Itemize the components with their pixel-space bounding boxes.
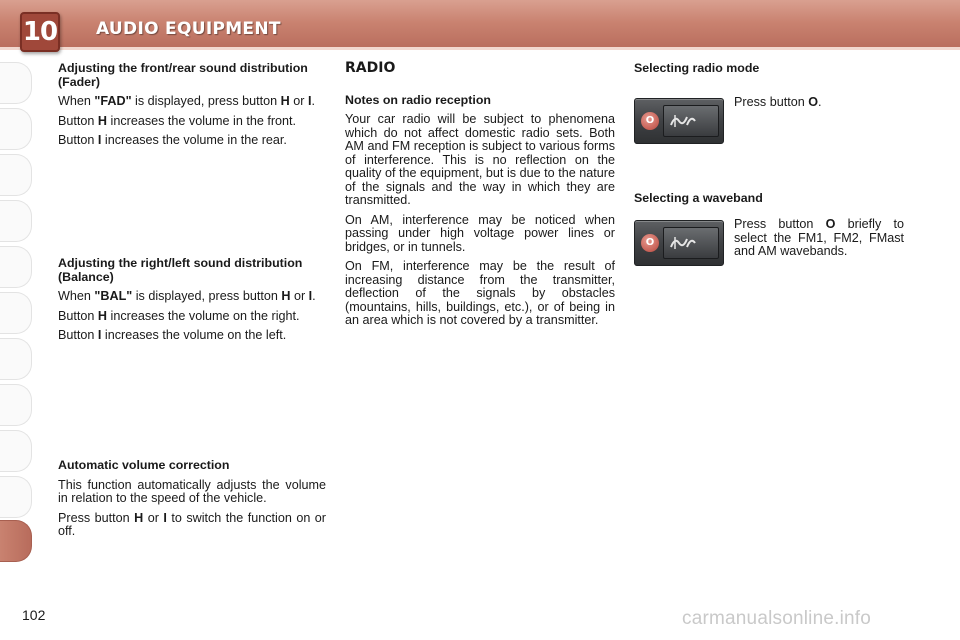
text: or xyxy=(289,94,308,108)
fader-paragraph-3 xyxy=(58,134,326,148)
auto-volume-heading: Automatic volume correction xyxy=(58,458,230,472)
thumb-tab[interactable] xyxy=(0,476,32,518)
text: . xyxy=(312,289,316,303)
thumb-tab[interactable] xyxy=(0,154,32,196)
wave-icon xyxy=(669,233,701,253)
waveband-button-o-illustration xyxy=(634,220,724,266)
button-letter: O xyxy=(808,95,819,109)
text: increases the volume on the right. xyxy=(107,308,300,323)
text: . xyxy=(311,94,315,108)
button-letter: H xyxy=(97,308,108,323)
fader-paragraph-1 xyxy=(58,95,326,109)
fader-heading: Adjusting the front/rear sound distribution (Fader) xyxy=(58,61,308,89)
thumb-tab[interactable] xyxy=(0,338,32,380)
page-number: 102 xyxy=(22,607,46,623)
radio-mode-heading: Selecting radio mode xyxy=(634,61,760,75)
text: Press button xyxy=(734,217,826,231)
fader-section xyxy=(58,62,326,154)
text: Press button xyxy=(58,510,135,525)
button-letter: O xyxy=(825,217,836,231)
balance-paragraph-1 xyxy=(58,290,326,304)
balance-section xyxy=(58,257,326,349)
button-letter: H xyxy=(281,289,291,303)
o-button-icon: O xyxy=(641,112,659,130)
button-letter: H xyxy=(134,510,144,525)
radio-mode-caption xyxy=(734,96,904,110)
thumb-tab[interactable] xyxy=(0,108,32,150)
radio-button-o-illustration xyxy=(634,98,724,144)
text: increases the volume in the rear. xyxy=(101,133,287,147)
watermark: carmanualsonline.info xyxy=(682,608,872,629)
text: is displayed, press button xyxy=(132,289,282,303)
waveband-heading: Selecting a waveband xyxy=(634,191,763,205)
chapter-title: AUDIO EQUIPMENT xyxy=(96,19,281,39)
column-middle xyxy=(345,62,615,334)
auto-volume-paragraph-1: This function automatically adjusts the volume in relation to the speed of the vehicle. xyxy=(58,477,326,505)
button-letter: I xyxy=(307,94,312,108)
text: When xyxy=(58,289,95,303)
text: or xyxy=(290,289,309,303)
thumb-tab[interactable] xyxy=(0,384,32,426)
text: to switch the function on or off. xyxy=(58,510,326,538)
radio-section-title: RADIO xyxy=(345,60,396,76)
chapter-thumb-tabs xyxy=(0,62,34,572)
balance-heading: Adjusting the right/left sound distribution (Balance) xyxy=(58,256,303,284)
button-letter: H xyxy=(280,94,290,108)
text: increases the volume in the front. xyxy=(107,113,297,128)
text: When xyxy=(58,94,95,108)
text: Button xyxy=(58,328,98,342)
text: is displayed, press button xyxy=(131,94,281,108)
text: Press button xyxy=(734,95,809,109)
waveband-caption xyxy=(734,218,904,259)
radio-paragraph-3: On FM, interference may be the result of increasing distance from the transmitter, deflection of the signals by obstacles (mountains, hills, buildings, etc.), or of being in an area which is not covered by a transmitter. xyxy=(345,259,615,327)
button-letter: I xyxy=(97,328,102,342)
text: Button xyxy=(58,308,98,323)
display-code: "FAD" xyxy=(94,94,132,108)
radio-reception-heading: Notes on radio reception xyxy=(345,92,491,107)
text: . xyxy=(818,95,822,109)
auto-volume-section xyxy=(58,459,326,545)
radio-paragraph-2: On AM, interference may be noticed when passing under high voltage power lines or bridges, or in tunnels. xyxy=(345,212,615,254)
thumb-tab[interactable] xyxy=(0,292,32,334)
balance-paragraph-3 xyxy=(58,329,326,343)
thumb-tab[interactable] xyxy=(0,200,32,242)
radio-paragraph-1: Your car radio will be subject to phenomena which do not affect domestic radio sets. Both AM and FM reception is subject to various forms of interference. This is no reflection on the quality of the equipment, but is due to the nature of the signals and the way in which they are transmitted. xyxy=(345,112,615,207)
text: increases the volume on the left. xyxy=(101,328,287,342)
button-letter: I xyxy=(163,510,167,525)
button-letter: I xyxy=(97,133,102,147)
thumb-tab[interactable] xyxy=(0,246,32,288)
fader-paragraph-2 xyxy=(58,115,326,129)
auto-volume-paragraph-2 xyxy=(58,512,326,539)
text: briefly to select the FM1, FM2, FMast and AM wavebands. xyxy=(734,217,904,258)
chapter-number-badge: 10 xyxy=(20,12,60,52)
thumb-tab-active[interactable] xyxy=(0,520,32,562)
wave-icon xyxy=(669,111,701,131)
display-code: "BAL" xyxy=(94,289,133,303)
thumb-tab[interactable] xyxy=(0,430,32,472)
balance-paragraph-2 xyxy=(58,310,326,324)
o-button-icon: O xyxy=(641,234,659,252)
button-letter: H xyxy=(97,113,108,128)
text: or xyxy=(143,510,164,525)
button-letter: I xyxy=(308,289,313,303)
text: Button xyxy=(58,113,98,128)
thumb-tab[interactable] xyxy=(0,62,32,104)
text: Button xyxy=(58,133,98,147)
